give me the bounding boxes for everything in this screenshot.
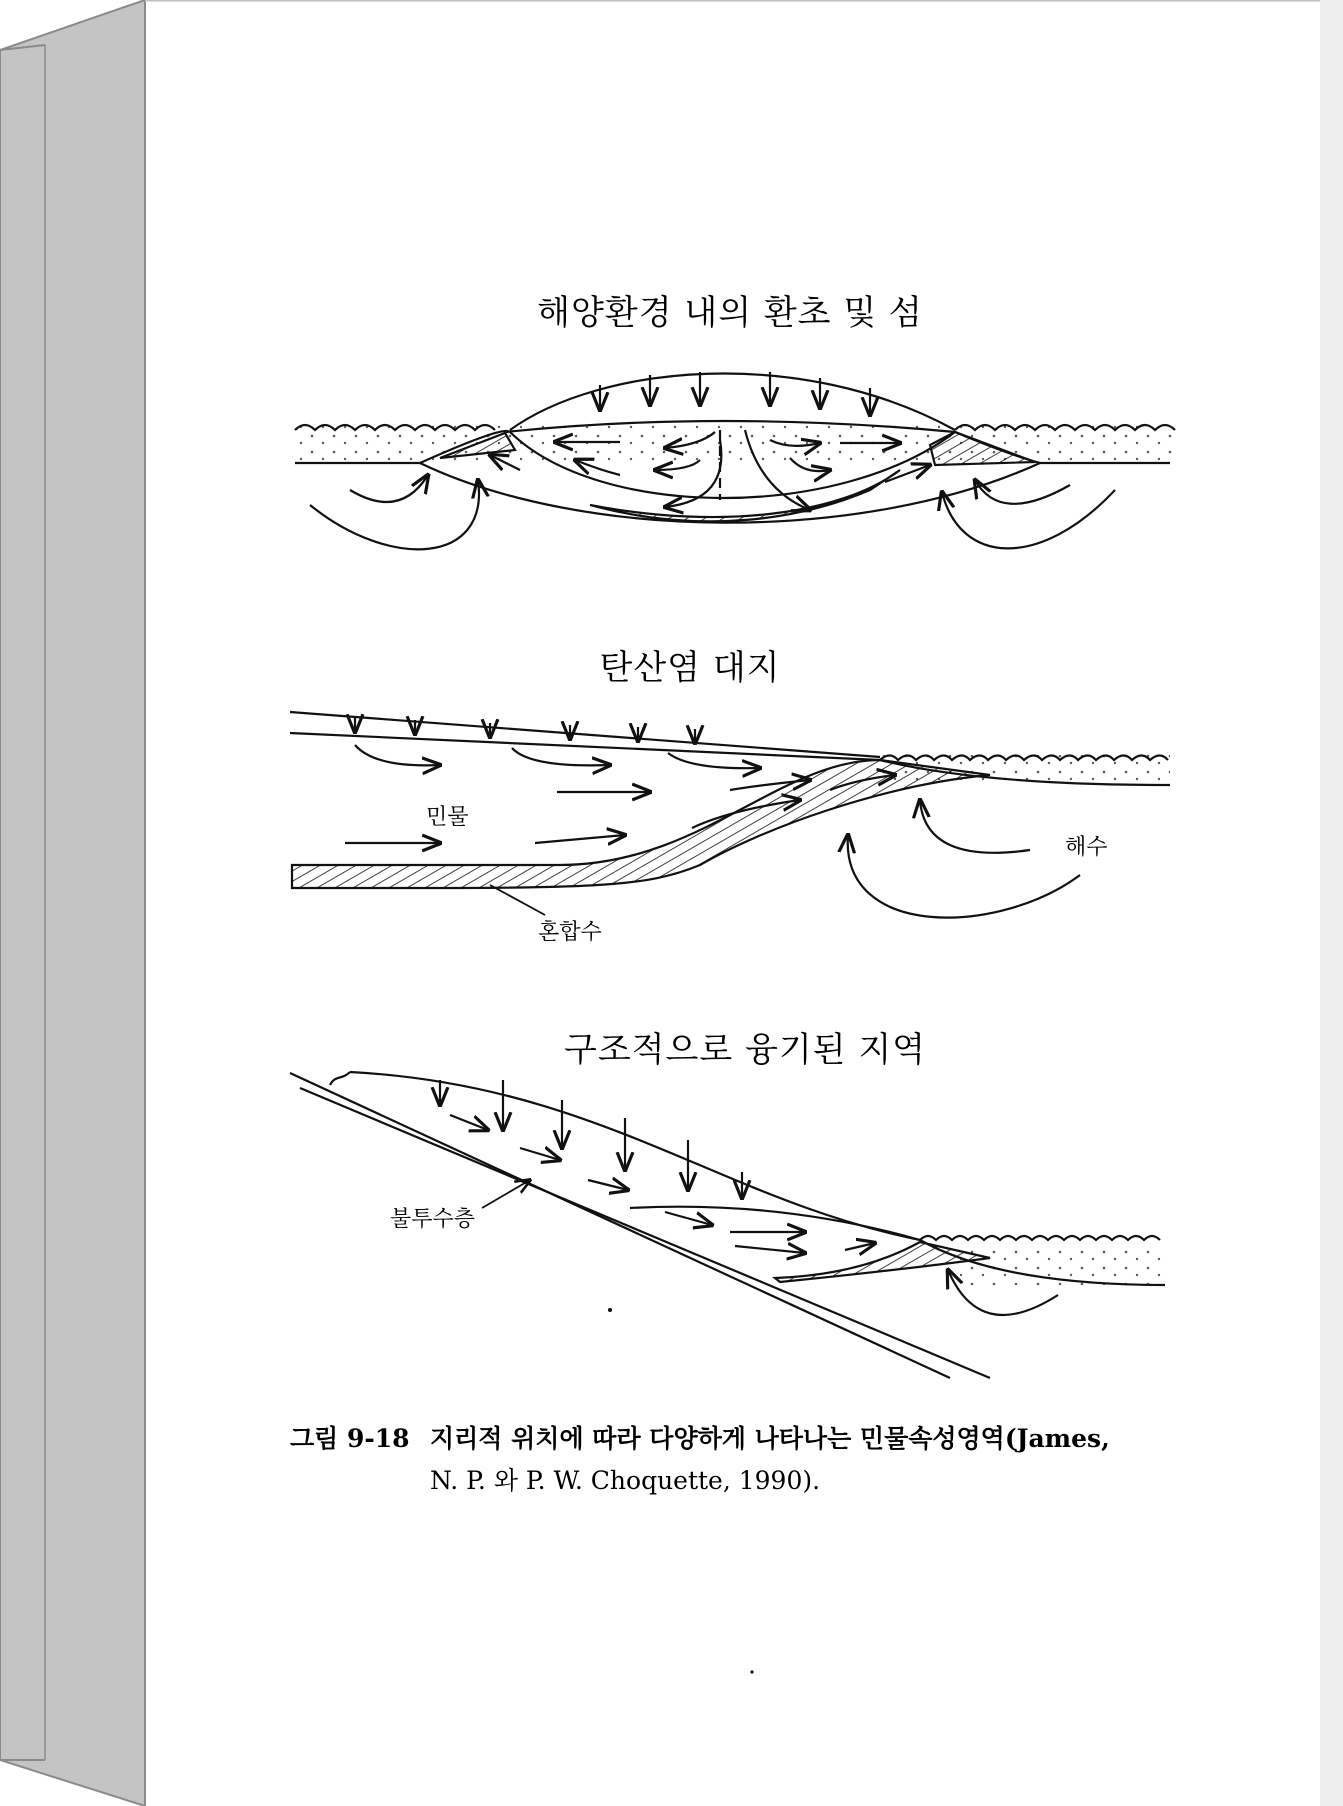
panel-title-uplift: 구조적으로 융기된 지역 bbox=[563, 1030, 927, 1070]
label-aquiclude: 불투수층 bbox=[390, 1207, 476, 1232]
label-mixed-water: 혼합수 bbox=[538, 920, 602, 945]
caption-text-2: N. P. 와 P. W. Choquette, 1990). bbox=[430, 1466, 821, 1495]
label-leaders bbox=[482, 885, 545, 1208]
diagram-carbonate-platform bbox=[290, 712, 1170, 918]
panel-title-atoll: 해양환경 내의 환초 및 섬 bbox=[537, 293, 923, 333]
panel-title-platform: 탄산염 대지 bbox=[599, 648, 781, 688]
figure-caption bbox=[290, 1418, 1190, 1502]
label-freshwater: 민물 bbox=[426, 805, 469, 830]
caption-text: 지리적 위치에 따라 다양하게 나타나는 민물속성영역(James, bbox=[430, 1424, 1110, 1453]
diagram-atoll bbox=[295, 372, 1175, 549]
page-right-edge bbox=[1320, 0, 1343, 1806]
label-seawater: 해수 bbox=[1065, 835, 1108, 860]
figure-number: 그림 9-18 bbox=[290, 1424, 410, 1453]
speck bbox=[750, 1670, 753, 1673]
speck bbox=[608, 1308, 612, 1312]
